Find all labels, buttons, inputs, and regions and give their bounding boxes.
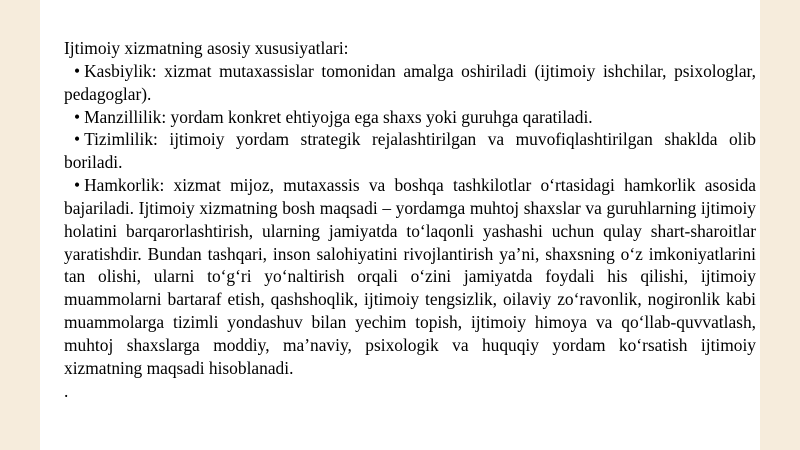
right-margin-band <box>760 0 800 450</box>
document-page <box>40 0 760 450</box>
list-item <box>64 60 756 106</box>
bullet-icon: • <box>74 129 81 150</box>
section-heading: Ijtimoiy xizmatning asosiy xususiyatlari: <box>64 38 349 58</box>
list-item <box>64 174 756 380</box>
document-body <box>64 37 756 403</box>
bullet-icon: • <box>74 60 81 81</box>
trailing-mark: . <box>64 380 69 401</box>
list-item-text: Manzillilik: yordam konkret ehtiyojga ega shaxs yoki guruhga qaratiladi. <box>84 106 593 127</box>
bullet-icon: • <box>74 175 81 196</box>
list-item-text: Tizimlilik: ijtimoiy yordam strategik rejalashtirilgan va muvofiqlashtirilgan shaklda olib boriladi. <box>64 129 756 173</box>
list-item-text: Kasbiylik: xizmat mutaxassislar tomonidan amalga oshiriladi (ijtimoiy ishchilar, psixologlar, pedagoglar). <box>64 60 756 104</box>
list-item <box>64 106 756 129</box>
list-item-text: Hamkorlik: xizmat mijoz, mutaxassis va boshqa tashkilotlar oʻrtasidagi hamkorlik asosida bajariladi. Ijtimoiy xizmatning bosh maqsadi – yordamga muhtoj shaxslar va guruhlarning ijtimoiy holatini barqarorlashtirish, ularning jamiyatda toʻlaqonli yashashi uchun qulay shart-sharoitlar yaratishdir. Bundan tashqari, inson salohiyatini rivojlantirish ya’ni, shaxsning oʻz imkoniyatlarini tan olishi, ularni toʻgʻri yoʻnaltirish orqali oʻzini jamiyatda foydali his qilishi, ijtimoiy muammolarni bartaraf etish, qashshoqlik, ijtimoiy tengsizlik, oilaviy zoʻravonlik, nogironlik kabi muammolarga tizimli yondashuv bilan yechim topish, ijtimoiy himoya va qoʻllab-quvvatlash, muhtoj shaxslarga moddiy, ma’naviy, psixologik va huquqiy yordam koʻrsatish ijtimoiy xizmatning maqsadi hisoblanadi. <box>64 175 756 378</box>
left-margin-band <box>0 0 40 450</box>
list-item <box>64 128 756 174</box>
bullet-icon: • <box>74 106 81 127</box>
